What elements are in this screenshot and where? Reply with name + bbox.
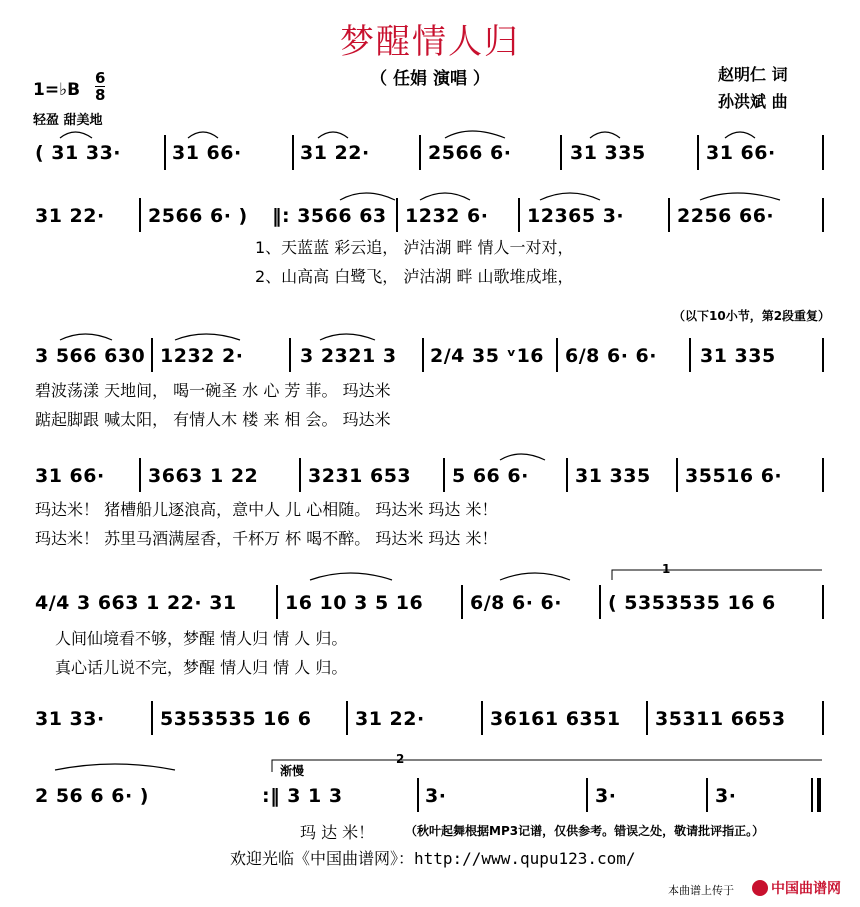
lyric-line: 碧波荡漾 天地间， 喝一碗圣 水 心 芳 菲。 玛达米 xyxy=(35,381,391,400)
measure: 31 33· xyxy=(35,708,105,730)
lyric-line: 玛达米！ 苏里马酒满屋香，千杯万 杯 喝不醉。 玛达米 玛达 米！ xyxy=(35,529,498,548)
lyric-line: 1、天蓝蓝 彩云追， 泸沽湖 畔 情人一对对， xyxy=(255,238,574,257)
measure: 5353535 16 6 xyxy=(160,708,312,730)
lyric-line: 玛达米！ 猪槽船儿逐浪高，意中人 儿 心相随。 玛达米 玛达 米！ xyxy=(35,500,498,519)
key-signature: 1=♭B xyxy=(33,80,81,100)
measure: 35516 6· xyxy=(685,465,783,487)
measure: 31 22· xyxy=(35,205,105,227)
lyric-line: 真心话儿说不完，梦醒 情人归 情 人 归。 xyxy=(55,658,348,677)
lyric-line: 2、山高高 白鹭飞， 泸沽湖 畔 山歌堆成堆， xyxy=(255,267,574,286)
volta-1-label: 1 xyxy=(662,562,671,576)
measure: 3 2321 3 xyxy=(300,345,397,367)
time-signature-bottom: 8 xyxy=(95,86,106,104)
measure: 3663 1 22 xyxy=(148,465,259,487)
transcriber-comment: （秋叶起舞根据MP3记谱，仅供参考。错误之处，敬请批评指正。） xyxy=(405,824,765,838)
song-title: 梦醒情人归 xyxy=(340,22,520,62)
logo-icon xyxy=(752,880,768,896)
measure: ‖: 3566 63 xyxy=(272,205,387,227)
measure: 6/8 6· 6· xyxy=(470,592,562,614)
ritardando-mark: 渐慢 xyxy=(280,764,305,778)
measure: 4/4 3 663 1 22· 31 xyxy=(35,592,237,614)
measure: 36161 6351 xyxy=(490,708,621,730)
lyric-line: 踮起脚跟 喊太阳， 有情人木 楼 来 相 会。 玛达米 xyxy=(35,410,391,429)
lyric-line: 人间仙境看不够，梦醒 情人归 情 人 归。 xyxy=(55,629,348,648)
measure: 5 66 6· xyxy=(452,465,529,487)
measure: 2 56 6 6· ) xyxy=(35,785,149,807)
website-welcome: 欢迎光临《中国曲谱网》：http://www.qupu123.com/ xyxy=(230,849,636,868)
measure: 16 10 3 5 16 xyxy=(285,592,424,614)
measure: 31 335 xyxy=(570,142,646,164)
volta-1-bracket xyxy=(612,570,822,580)
measure: 2566 6· xyxy=(428,142,512,164)
measure: 31 66· xyxy=(172,142,242,164)
measure: ( 5353535 16 6 xyxy=(608,592,776,614)
lyric-line: 玛 达 米！ xyxy=(300,823,375,842)
repeat-note: （以下10小节，第2段重复） xyxy=(673,309,831,323)
site-logo[interactable] xyxy=(752,878,841,898)
measure: 2566 6· ) xyxy=(148,205,248,227)
measure: 1232 2· xyxy=(160,345,244,367)
measure: 31 66· xyxy=(706,142,776,164)
measure: 31 335 xyxy=(700,345,776,367)
measure: 31 22· xyxy=(300,142,370,164)
composer-credit: 孙洪斌 曲 xyxy=(718,92,788,111)
measure: 31 335 xyxy=(575,465,651,487)
measure: 35311 6653 xyxy=(655,708,786,730)
tempo-marking: 轻盈 甜美地 xyxy=(33,113,103,128)
measure: 31 66· xyxy=(35,465,105,487)
measure: 3· xyxy=(715,785,737,807)
measure: 3 566 630 xyxy=(35,345,146,367)
measure: ( 31 33· xyxy=(35,142,122,164)
measure: 2/4 35 ᵛ16 xyxy=(430,345,545,367)
measure: 2256 66· xyxy=(677,205,775,227)
measure: 3· xyxy=(425,785,447,807)
measure: 1232 6· xyxy=(405,205,489,227)
measure: 6/8 6· 6· xyxy=(565,345,657,367)
volta-2-bracket xyxy=(272,760,822,772)
measure: 3· xyxy=(595,785,617,807)
volta-2-label: 2 xyxy=(396,752,405,766)
measure: 31 22· xyxy=(355,708,425,730)
upload-label: 本曲谱上传于 xyxy=(668,884,734,897)
logo-text: 中国曲谱网 xyxy=(771,881,841,897)
measure: 12365 3· xyxy=(527,205,625,227)
lyricist-credit: 赵明仁 词 xyxy=(718,65,788,84)
time-signature-top: 6 xyxy=(95,69,106,87)
measure: 3231 653 xyxy=(308,465,412,487)
measure: :‖ 3 1 3 xyxy=(262,785,343,807)
singer-credit: （ 任娟 演唱 ） xyxy=(370,69,490,89)
